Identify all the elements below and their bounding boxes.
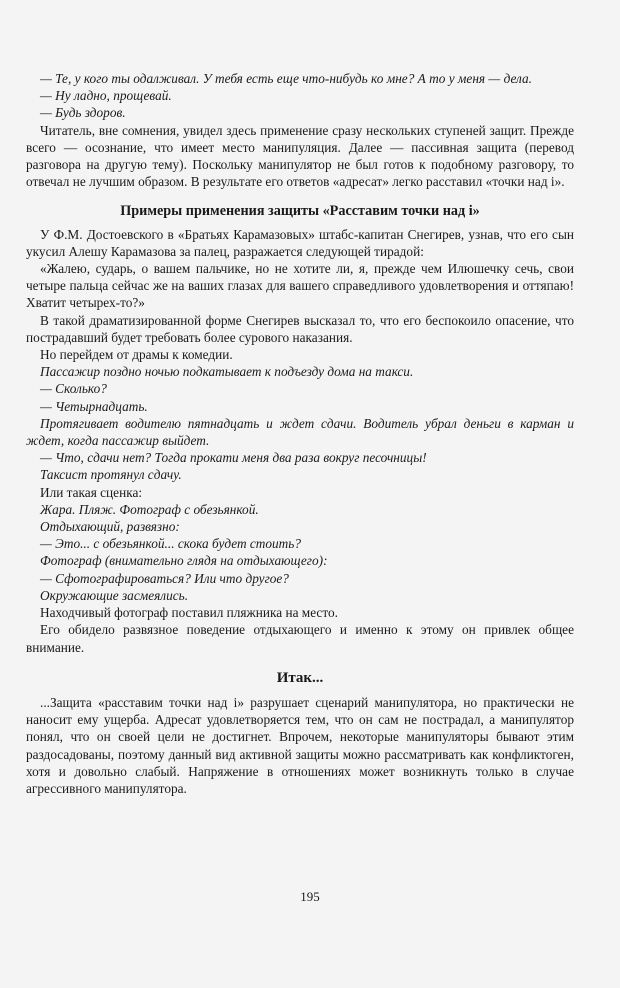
paragraph: В такой драматизированной форме Снегирев высказал то, что его беспокоило опасение, что пострадавший будет требовать более сурового наказания. (26, 312, 574, 345)
page-number: 195 (300, 889, 320, 904)
dialogue-line: — Сфотографироваться? Или что другое? (40, 570, 289, 586)
dialogue-line: — Будь здоров. (40, 105, 126, 121)
paragraph: Находчивый фотограф поставил пляжника на место. (40, 605, 338, 621)
dialogue-line: — Ну ладно, прощевай. (40, 88, 172, 104)
dialogue-line: — Те, у кого ты одалживал. У тебя есть еще что-нибудь ко мне? А то у меня — дела. (40, 71, 532, 86)
paragraph: ...Защита «расставим точки над і» разрушает сценарий манипулятора, но практически не наносит ему ущерба. Адресат удовлетворяется тем, что он сам не пострадал, а манипулятор понял, что он своей цели не достигнет. Впрочем, некоторые манипуляторы бывают этим раздосадованы, поэтому данный вид активной защиты можно рассматривать как конфликтоген, хотя и довольно слабый. Напряжение в отношениях может возникнуть только в случае агрессивного манипулятора. (26, 694, 574, 796)
section-heading: Примеры применения защиты «Расставим точки над і» (120, 203, 480, 220)
dialogue-line: Отдыхающий, развязно: (40, 519, 180, 535)
dialogue-line: Жара. Пляж. Фотограф с обезьянкой. (40, 501, 259, 517)
dialogue-line: — Что, сдачи нет? Тогда прокати меня два раза вокруг песочницы! (40, 450, 427, 466)
dialogue-line: Фотограф (внимательно глядя на отдыхающего): (40, 553, 328, 569)
dialogue-line: Окружающие засмеялись. (40, 587, 189, 603)
dialogue-line: Пассажир поздно ночью подкатывает к подъезду дома на такси. (40, 364, 414, 380)
paragraph: Читатель, вне сомнения, увидел здесь применение сразу нескольких ступеней защит. Прежде всего — осознание, что имеет место манипуляция. Далее — пассивная защита (перевод разговора на другую тему). Поскольку манипулятор не был готов к подобному разговору, то отвечал не лучшим образом. В результате его ответов «адресат» легко расставил «точки над і». (26, 122, 574, 190)
paragraph: Или такая сценка: (40, 484, 143, 500)
paragraph: Его обидело развязное поведение отдыхающего и именно к этому он привлек общее внимание. (26, 622, 574, 655)
paragraph: «Жалею, сударь, о вашем пальчике, но не хотите ли, я, прежде чем Илюшечку сечь, свои четыре пальца сейчас же на ваших глазах для вашего справедливого удовлетворения и оттяпаю! Хватит четырех-то?» (26, 261, 574, 311)
dialogue-line: — Четырнадцать. (40, 398, 148, 414)
paragraph: У Ф.М. Достоевского в «Братьях Карамазовых» штабс-капитан Снегирев, узнав, что его сын укусил Алешу Карамазова за палец, разражается следующей тирадой: (26, 226, 574, 259)
section-heading: Итак... (276, 669, 324, 686)
dialogue-line: Протягивает водителю пятнадцать и ждет сдачи. Водитель убрал деньги в карман и ждет, когда пассажир выйдет. (26, 415, 574, 449)
dialogue-line: Таксист протянул сдачу. (40, 467, 182, 483)
dialogue-line: — Это... с обезьянкой... скока будет стоить? (40, 536, 301, 552)
paragraph: Но перейдем от драмы к комедии. (40, 347, 233, 363)
page-body (26, 70, 574, 797)
dialogue-line: — Сколько? (40, 381, 107, 397)
